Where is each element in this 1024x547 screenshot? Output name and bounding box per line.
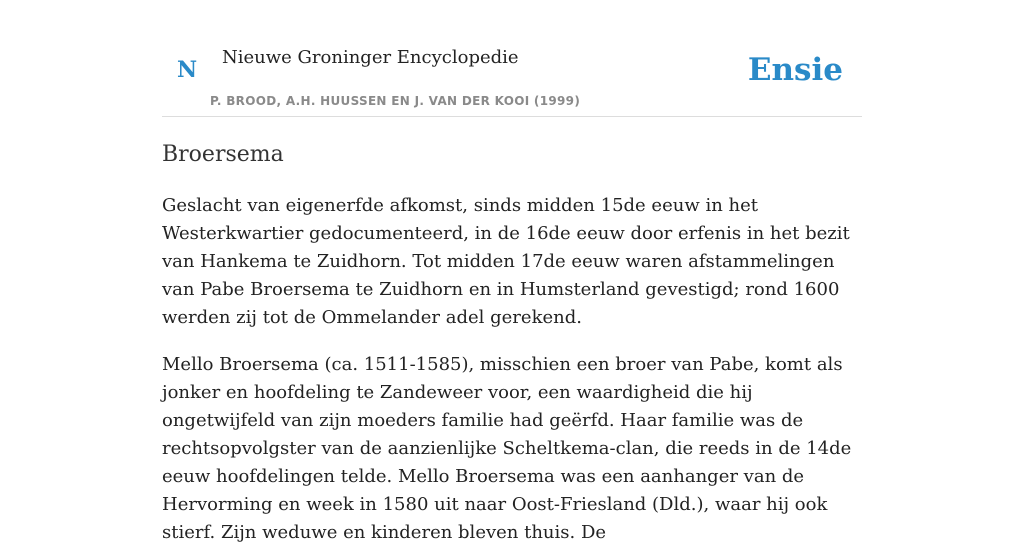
encyclopedia-logo[interactable]: N (177, 57, 198, 83)
article-paragraph: Geslacht van eigenerfde afkomst, sinds midden 15de eeuw in het Westerkwartier gedocumenteerd, in de 16de eeuw door erfenis in het bezit van Hankema te Zuidhorn. Tot midden 17de eeuw waren afstammelingen van Pabe Broersema te Zuidhorn en in Humsterland gevestigd; rond 1600 werden zij tot de Ommelander adel gerekend. (162, 195, 850, 328)
entry-title: Broersema (162, 142, 284, 167)
book-authors: P. BROOD, A.H. HUUSSEN EN J. VAN DER KOOI (1999) (210, 94, 581, 108)
ensie-brand-logo[interactable]: Ensie (747, 52, 843, 88)
article-body (162, 140, 862, 547)
site-header (162, 0, 862, 117)
article-paragraph: Mello Broersema (ca. 1511-1585), misschien een broer van Pabe, komt als jonker en hoofdeling te Zandeweer voor, een waardigheid die hij ongetwijfeld van zijn moeders familie had geërfd. Haar familie was de rechtsopvolgster van de aanzienlijke Scheltkema-clan, die reeds in de 14de eeuw hoofdelingen telde. Mello Broersema was een aanhanger van de Hervorming en week in 1580 uit naar Oost-Friesland (Dld.), waar hij ook stierf. Zijn weduwe en kinderen bleven thuis. De (162, 354, 852, 543)
book-title-link[interactable]: Nieuwe Groninger Encyclopedie (222, 47, 519, 68)
